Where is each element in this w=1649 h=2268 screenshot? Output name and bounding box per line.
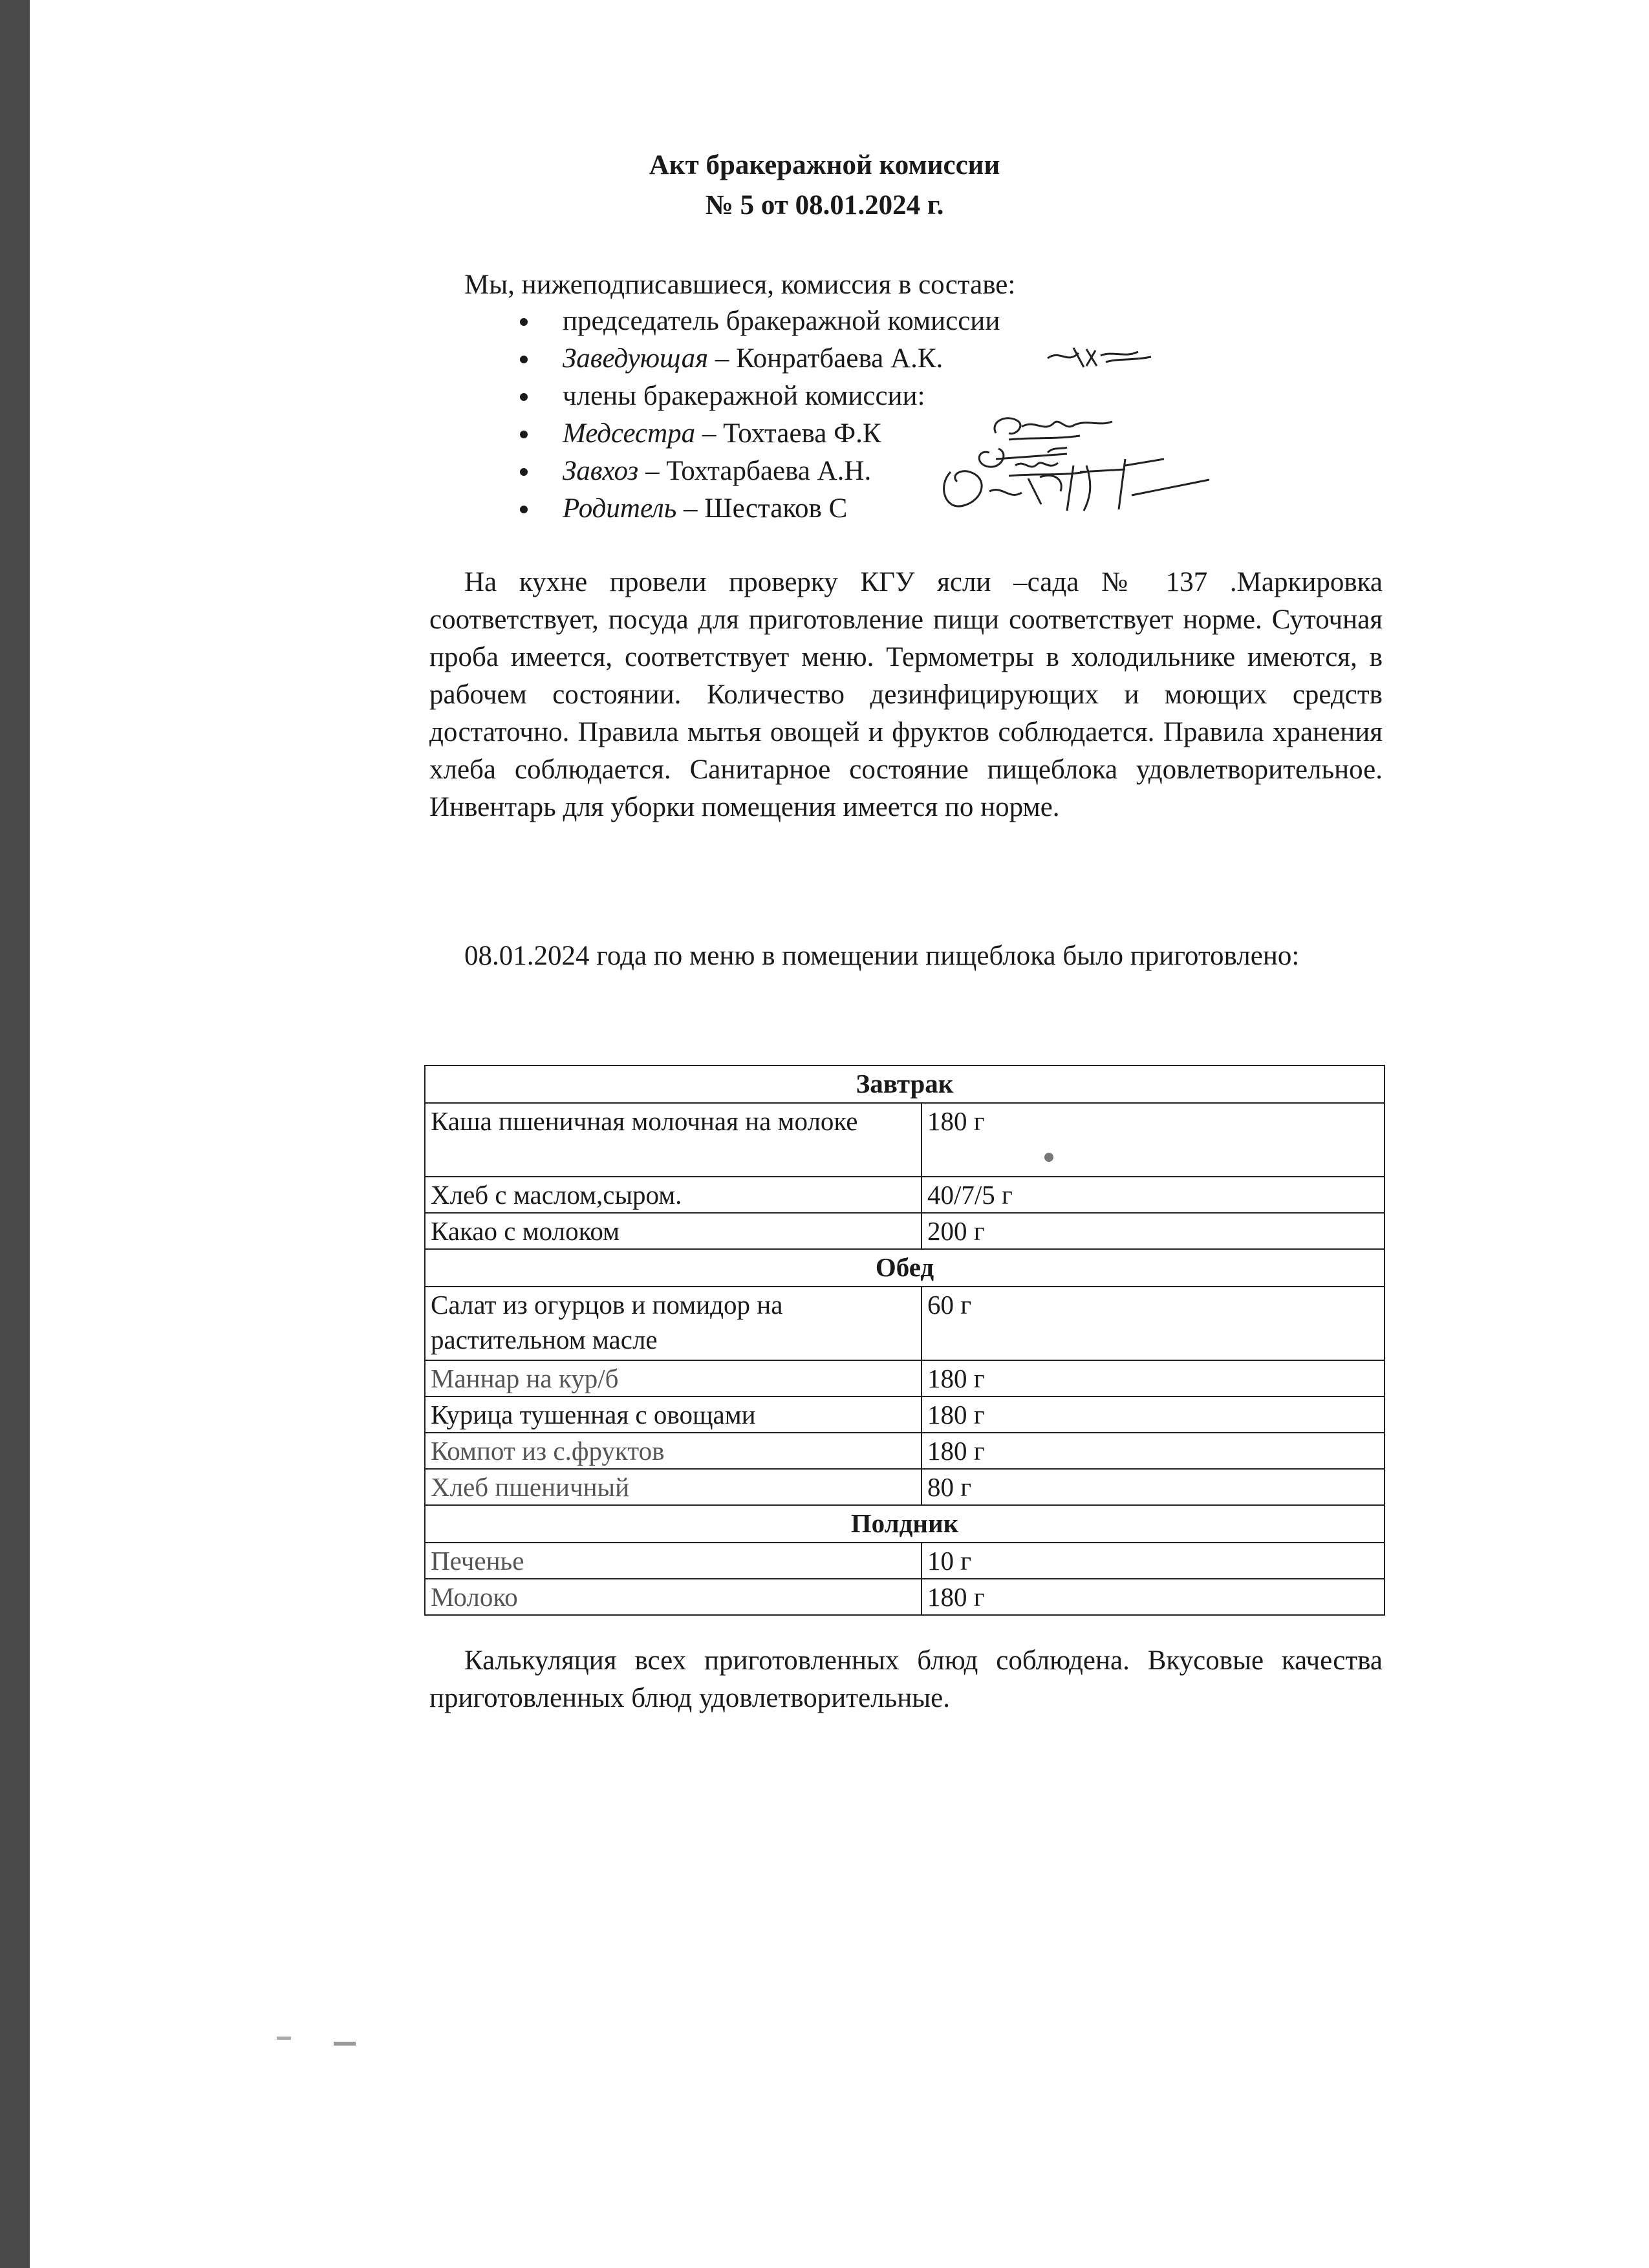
dish-name: Печенье xyxy=(425,1543,921,1579)
conclusion-paragraph: Калькуляция всех приготовленных блюд соблюдена. Вкусовые качества приготовленных блюд удовлетворительные. xyxy=(429,1645,1383,1713)
dish-amount: 180 г xyxy=(921,1433,1385,1469)
dish-name: Хлеб пшеничный xyxy=(425,1469,921,1505)
member-item: Заведующая – Конратбаева А.К. xyxy=(511,340,1000,378)
dish-name: Маннар на кур/б xyxy=(425,1360,921,1396)
member-item: Родитель – Шестаков С xyxy=(511,490,1000,528)
inspection-paragraph: На кухне провели проверку КГУ ясли –сада № 137 .Маркировка соответствует, посуда для приготовление пищи соответствует норме. Суточная проба имеется, соответствует меню. Термометры в холодильнике имеются, в рабочем состоянии. Количество дезинфицирующих и моющих средств достаточно. Правила мытья овощей и фруктов соблюдается. Правила хранения хлеба соблюдается. Санитарное состояние пищеблока удовлетворительное. Инвентарь для уборки помещения имеется по норме. xyxy=(429,567,1383,822)
dish-name: Какао с молоком xyxy=(425,1213,921,1249)
dish-amount: 180 г xyxy=(921,1103,1385,1177)
dish-name: Хлеб с маслом,сыром. xyxy=(425,1177,921,1213)
menu-intro-paragraph: 08.01.2024 года по меню в помещении пищеблока было приготовлено: xyxy=(464,941,1300,971)
dish-amount: 40/7/5 г xyxy=(921,1177,1385,1213)
dish-name: Молоко xyxy=(425,1579,921,1615)
dish-name: Салат из огурцов и помидор на растительном масле xyxy=(425,1287,921,1360)
section-title: Завтрак xyxy=(425,1065,1385,1103)
dish-amount: 60 г xyxy=(921,1287,1385,1360)
member-item: Медсестра – Тохтаева Ф.К xyxy=(511,415,1000,453)
intro-line: Мы, нижеподписавшиеся, комиссия в составе: xyxy=(464,270,1016,300)
member-item: члены бракеражной комиссии: xyxy=(511,378,1000,415)
member-item: Завхоз – Тохтарбаева А.Н. xyxy=(511,453,1000,490)
dish-name: Компот из с.фруктов xyxy=(425,1433,921,1469)
dish-name: Курица тушенная с овощами xyxy=(425,1396,921,1433)
document-number-date: № 5 от 08.01.2024 г. xyxy=(705,190,944,220)
dish-amount: 180 г xyxy=(921,1396,1385,1433)
dish-amount: 80 г xyxy=(921,1469,1385,1505)
section-title: Полдник xyxy=(425,1505,1385,1543)
dish-amount: 180 г xyxy=(921,1579,1385,1615)
member-item: председатель бракеражной комиссии xyxy=(511,303,1000,340)
dish-name: Каша пшеничная молочная на молоке xyxy=(425,1103,921,1177)
dish-amount: 200 г xyxy=(921,1213,1385,1249)
dish-amount: 10 г xyxy=(921,1543,1385,1579)
dish-amount: 180 г xyxy=(921,1360,1385,1396)
document-title: Акт бракеражной комиссии xyxy=(649,150,1000,180)
section-title: Обед xyxy=(425,1249,1385,1287)
